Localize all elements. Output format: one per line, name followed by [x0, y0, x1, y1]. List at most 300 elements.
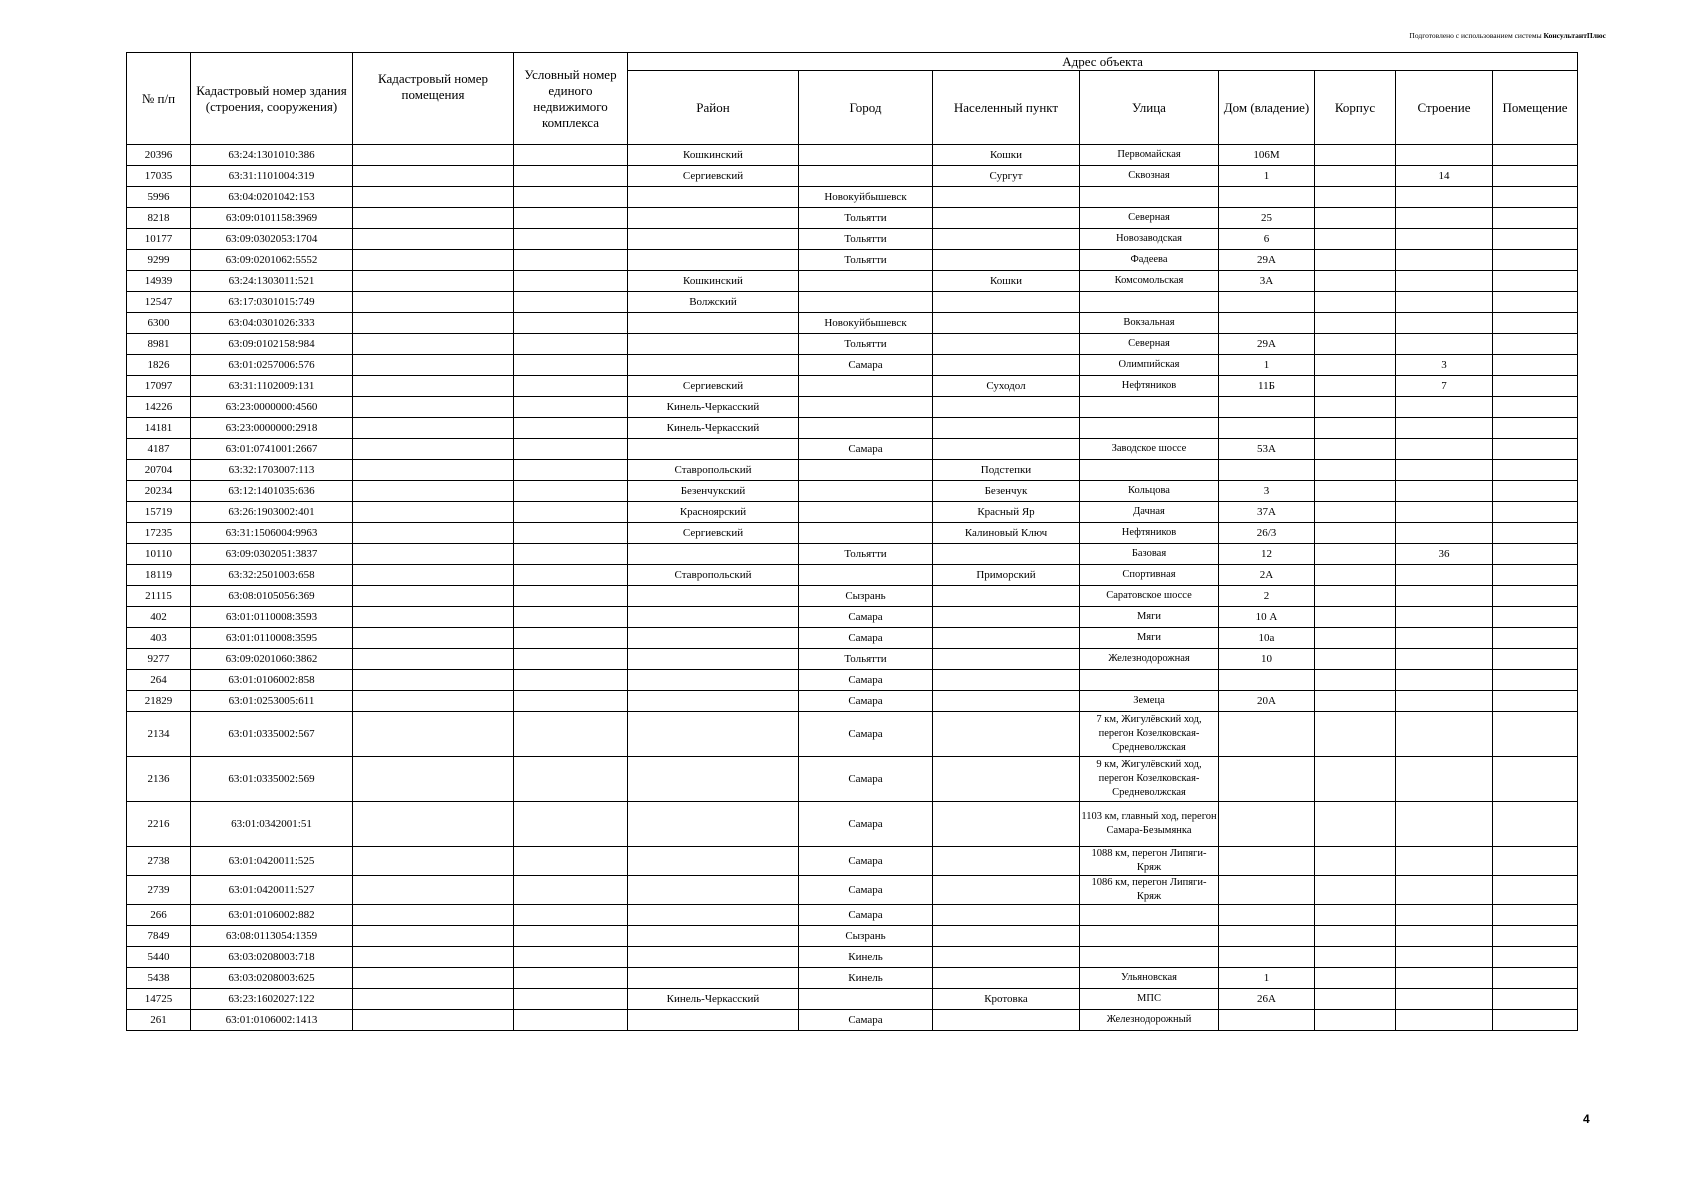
header-note	[1409, 31, 1606, 40]
table-row	[127, 712, 1578, 757]
complex-number-cell	[514, 1010, 628, 1031]
district-cell	[628, 187, 799, 208]
city-cell: Самара	[799, 607, 933, 628]
city-cell	[799, 292, 933, 313]
city-cell: Самара	[799, 757, 933, 802]
locality-cell: Сургут	[933, 166, 1080, 187]
row-number-cell: 2738	[127, 847, 191, 876]
korpus-cell	[1315, 1010, 1396, 1031]
street-cell: Олимпийская	[1080, 355, 1219, 376]
pomeshchenie-cell	[1493, 691, 1578, 712]
stroenie-cell	[1396, 313, 1493, 334]
row-number-cell: 2136	[127, 757, 191, 802]
house-cell: 1	[1219, 968, 1315, 989]
stroenie-cell	[1396, 989, 1493, 1010]
pomeshchenie-cell	[1493, 968, 1578, 989]
pomeshchenie-cell	[1493, 649, 1578, 670]
street-cell	[1080, 947, 1219, 968]
city-cell: Тольятти	[799, 250, 933, 271]
locality-cell	[933, 712, 1080, 757]
district-cell: Кошкинский	[628, 271, 799, 292]
locality-cell	[933, 397, 1080, 418]
room-cadastral-number-cell	[353, 876, 514, 905]
room-cadastral-number-cell	[353, 250, 514, 271]
stroenie-cell	[1396, 968, 1493, 989]
stroenie-cell	[1396, 460, 1493, 481]
korpus-cell	[1315, 481, 1396, 502]
pomeshchenie-cell	[1493, 544, 1578, 565]
locality-cell	[933, 649, 1080, 670]
korpus-cell	[1315, 989, 1396, 1010]
district-cell: Сергиевский	[628, 523, 799, 544]
pomeshchenie-cell	[1493, 757, 1578, 802]
cadastral-table	[126, 52, 1578, 1031]
pomeshchenie-cell	[1493, 628, 1578, 649]
street-cell: Кольцова	[1080, 481, 1219, 502]
building-cadastral-number-cell: 63:01:0253005:611	[191, 691, 353, 712]
district-cell: Сергиевский	[628, 376, 799, 397]
room-cadastral-number-cell	[353, 947, 514, 968]
house-cell: 3	[1219, 481, 1315, 502]
locality-cell: Безенчук	[933, 481, 1080, 502]
locality-cell	[933, 876, 1080, 905]
building-cadastral-number-cell: 63:04:0201042:153	[191, 187, 353, 208]
stroenie-cell	[1396, 847, 1493, 876]
table-row	[127, 1010, 1578, 1031]
korpus-cell	[1315, 250, 1396, 271]
complex-number-cell	[514, 670, 628, 691]
room-cadastral-number-cell	[353, 989, 514, 1010]
table-row	[127, 187, 1578, 208]
korpus-cell	[1315, 334, 1396, 355]
pomeshchenie-cell	[1493, 313, 1578, 334]
complex-number-cell	[514, 847, 628, 876]
row-number-cell: 20234	[127, 481, 191, 502]
building-cadastral-number-cell: 63:01:0106002:1413	[191, 1010, 353, 1031]
district-cell	[628, 628, 799, 649]
room-cadastral-number-cell	[353, 968, 514, 989]
street-cell: Железнодорожный	[1080, 1010, 1219, 1031]
house-cell: 29А	[1219, 334, 1315, 355]
stroenie-cell	[1396, 628, 1493, 649]
table-row	[127, 271, 1578, 292]
street-cell: Дачная	[1080, 502, 1219, 523]
building-cadastral-number-cell: 63:01:0106002:858	[191, 670, 353, 691]
house-cell	[1219, 418, 1315, 439]
street-cell: МПС	[1080, 989, 1219, 1010]
city-cell: Кинель	[799, 968, 933, 989]
street-cell: Фадеева	[1080, 250, 1219, 271]
street-cell: 9 км, Жигулёвский ход, перегон Козелковская-Средневолжская	[1080, 757, 1219, 802]
locality-cell	[933, 544, 1080, 565]
table-row	[127, 802, 1578, 847]
pomeshchenie-cell	[1493, 439, 1578, 460]
korpus-cell	[1315, 439, 1396, 460]
street-cell: Саратовское шоссе	[1080, 586, 1219, 607]
street-cell: Железнодорожная	[1080, 649, 1219, 670]
city-cell	[799, 565, 933, 586]
stroenie-cell	[1396, 334, 1493, 355]
street-cell: Спортивная	[1080, 565, 1219, 586]
complex-number-cell	[514, 947, 628, 968]
col-header-room: Кадастровый номер помещения	[353, 53, 514, 145]
building-cadastral-number-cell: 63:24:1301010:386	[191, 145, 353, 166]
korpus-cell	[1315, 947, 1396, 968]
locality-cell	[933, 691, 1080, 712]
stroenie-cell	[1396, 607, 1493, 628]
building-cadastral-number-cell: 63:24:1303011:521	[191, 271, 353, 292]
room-cadastral-number-cell	[353, 691, 514, 712]
city-cell	[799, 166, 933, 187]
city-cell	[799, 145, 933, 166]
building-cadastral-number-cell: 63:01:0335002:569	[191, 757, 353, 802]
room-cadastral-number-cell	[353, 208, 514, 229]
pomeshchenie-cell	[1493, 607, 1578, 628]
complex-number-cell	[514, 145, 628, 166]
city-cell: Сызрань	[799, 926, 933, 947]
row-number-cell: 8218	[127, 208, 191, 229]
building-cadastral-number-cell: 63:09:0101158:3969	[191, 208, 353, 229]
street-cell	[1080, 397, 1219, 418]
city-cell: Новокуйбышевск	[799, 313, 933, 334]
street-cell: Базовая	[1080, 544, 1219, 565]
row-number-cell: 9299	[127, 250, 191, 271]
korpus-cell	[1315, 802, 1396, 847]
complex-number-cell	[514, 292, 628, 313]
room-cadastral-number-cell	[353, 502, 514, 523]
street-cell	[1080, 905, 1219, 926]
city-cell: Кинель	[799, 947, 933, 968]
house-cell: 12	[1219, 544, 1315, 565]
row-number-cell: 21115	[127, 586, 191, 607]
room-cadastral-number-cell	[353, 418, 514, 439]
table-row	[127, 586, 1578, 607]
city-cell	[799, 418, 933, 439]
row-number-cell: 266	[127, 905, 191, 926]
house-cell	[1219, 876, 1315, 905]
locality-cell: Калиновый Ключ	[933, 523, 1080, 544]
city-cell: Самара	[799, 628, 933, 649]
pomeshchenie-cell	[1493, 376, 1578, 397]
room-cadastral-number-cell	[353, 271, 514, 292]
building-cadastral-number-cell: 63:12:1401035:636	[191, 481, 353, 502]
room-cadastral-number-cell	[353, 166, 514, 187]
district-cell	[628, 968, 799, 989]
header-note-prefix: Подготовлено с использованием системы	[1409, 31, 1542, 40]
building-cadastral-number-cell: 63:01:0420011:527	[191, 876, 353, 905]
room-cadastral-number-cell	[353, 145, 514, 166]
locality-cell	[933, 418, 1080, 439]
stroenie-cell	[1396, 802, 1493, 847]
korpus-cell	[1315, 905, 1396, 926]
house-cell	[1219, 460, 1315, 481]
korpus-cell	[1315, 607, 1396, 628]
street-cell	[1080, 187, 1219, 208]
stroenie-cell	[1396, 481, 1493, 502]
district-cell	[628, 208, 799, 229]
stroenie-cell	[1396, 926, 1493, 947]
pomeshchenie-cell	[1493, 460, 1578, 481]
table-row	[127, 989, 1578, 1010]
street-cell: 1103 км, главный ход, перегон Самара-Безымянка	[1080, 802, 1219, 847]
table-row	[127, 334, 1578, 355]
locality-cell	[933, 968, 1080, 989]
pomeshchenie-cell	[1493, 355, 1578, 376]
building-cadastral-number-cell: 63:08:0113054:1359	[191, 926, 353, 947]
col-header-building: Кадастровый номер здания (строения, сооружения)	[191, 53, 353, 145]
street-cell	[1080, 418, 1219, 439]
district-cell	[628, 926, 799, 947]
locality-cell	[933, 313, 1080, 334]
row-number-cell: 17097	[127, 376, 191, 397]
locality-cell	[933, 334, 1080, 355]
pomeshchenie-cell	[1493, 926, 1578, 947]
street-cell: Ульяновская	[1080, 968, 1219, 989]
district-cell	[628, 802, 799, 847]
complex-number-cell	[514, 523, 628, 544]
room-cadastral-number-cell	[353, 1010, 514, 1031]
pomeshchenie-cell	[1493, 905, 1578, 926]
korpus-cell	[1315, 876, 1396, 905]
complex-number-cell	[514, 250, 628, 271]
street-cell: Новозаводская	[1080, 229, 1219, 250]
locality-cell	[933, 586, 1080, 607]
stroenie-cell	[1396, 208, 1493, 229]
col-header-street: Улица	[1080, 71, 1219, 145]
building-cadastral-number-cell: 63:09:0201060:3862	[191, 649, 353, 670]
building-cadastral-number-cell: 63:03:0208003:718	[191, 947, 353, 968]
korpus-cell	[1315, 145, 1396, 166]
complex-number-cell	[514, 968, 628, 989]
table-row	[127, 481, 1578, 502]
district-cell	[628, 1010, 799, 1031]
complex-number-cell	[514, 376, 628, 397]
complex-number-cell	[514, 802, 628, 847]
street-cell: Заводское шоссе	[1080, 439, 1219, 460]
complex-number-cell	[514, 271, 628, 292]
room-cadastral-number-cell	[353, 628, 514, 649]
room-cadastral-number-cell	[353, 847, 514, 876]
locality-cell	[933, 802, 1080, 847]
street-cell: Нефтяников	[1080, 523, 1219, 544]
stroenie-cell	[1396, 691, 1493, 712]
korpus-cell	[1315, 292, 1396, 313]
korpus-cell	[1315, 649, 1396, 670]
row-number-cell: 10110	[127, 544, 191, 565]
row-number-cell: 261	[127, 1010, 191, 1031]
stroenie-cell	[1396, 439, 1493, 460]
stroenie-cell	[1396, 523, 1493, 544]
building-cadastral-number-cell: 63:26:1903002:401	[191, 502, 353, 523]
street-cell: Земеца	[1080, 691, 1219, 712]
house-cell	[1219, 802, 1315, 847]
district-cell: Кинель-Черкасский	[628, 989, 799, 1010]
street-cell: Сквозная	[1080, 166, 1219, 187]
house-cell	[1219, 757, 1315, 802]
stroenie-cell	[1396, 757, 1493, 802]
pomeshchenie-cell	[1493, 947, 1578, 968]
table-row	[127, 905, 1578, 926]
pomeshchenie-cell	[1493, 586, 1578, 607]
korpus-cell	[1315, 565, 1396, 586]
row-number-cell: 14181	[127, 418, 191, 439]
room-cadastral-number-cell	[353, 355, 514, 376]
korpus-cell	[1315, 355, 1396, 376]
pomeshchenie-cell	[1493, 481, 1578, 502]
locality-cell: Кошки	[933, 145, 1080, 166]
col-header-num: № п/п	[127, 53, 191, 145]
korpus-cell	[1315, 670, 1396, 691]
building-cadastral-number-cell: 63:01:0110008:3595	[191, 628, 353, 649]
district-cell	[628, 586, 799, 607]
locality-cell	[933, 926, 1080, 947]
pomeshchenie-cell	[1493, 802, 1578, 847]
district-cell	[628, 649, 799, 670]
house-cell: 20А	[1219, 691, 1315, 712]
city-cell: Тольятти	[799, 229, 933, 250]
locality-cell	[933, 628, 1080, 649]
city-cell	[799, 460, 933, 481]
locality-cell	[933, 187, 1080, 208]
korpus-cell	[1315, 544, 1396, 565]
stroenie-cell	[1396, 397, 1493, 418]
room-cadastral-number-cell	[353, 926, 514, 947]
complex-number-cell	[514, 712, 628, 757]
building-cadastral-number-cell: 63:31:1102009:131	[191, 376, 353, 397]
table-row	[127, 876, 1578, 905]
locality-cell: Подстепки	[933, 460, 1080, 481]
district-cell	[628, 670, 799, 691]
city-cell	[799, 271, 933, 292]
district-cell: Кошкинский	[628, 145, 799, 166]
table-row	[127, 607, 1578, 628]
locality-cell	[933, 229, 1080, 250]
house-cell	[1219, 1010, 1315, 1031]
pomeshchenie-cell	[1493, 187, 1578, 208]
house-cell: 6	[1219, 229, 1315, 250]
complex-number-cell	[514, 649, 628, 670]
district-cell	[628, 544, 799, 565]
complex-number-cell	[514, 565, 628, 586]
table-row	[127, 565, 1578, 586]
table-row	[127, 250, 1578, 271]
row-number-cell: 2739	[127, 876, 191, 905]
stroenie-cell	[1396, 712, 1493, 757]
city-cell	[799, 523, 933, 544]
building-cadastral-number-cell: 63:03:0208003:625	[191, 968, 353, 989]
house-cell: 10 А	[1219, 607, 1315, 628]
district-cell: Сергиевский	[628, 166, 799, 187]
city-cell: Самара	[799, 691, 933, 712]
building-cadastral-number-cell: 63:31:1506004:9963	[191, 523, 353, 544]
stroenie-cell	[1396, 565, 1493, 586]
city-cell	[799, 376, 933, 397]
row-number-cell: 14725	[127, 989, 191, 1010]
house-cell: 2А	[1219, 565, 1315, 586]
pomeshchenie-cell	[1493, 208, 1578, 229]
house-cell	[1219, 847, 1315, 876]
room-cadastral-number-cell	[353, 802, 514, 847]
district-cell: Красноярский	[628, 502, 799, 523]
complex-number-cell	[514, 481, 628, 502]
district-cell: Ставропольский	[628, 565, 799, 586]
city-cell: Самара	[799, 876, 933, 905]
row-number-cell: 8981	[127, 334, 191, 355]
stroenie-cell	[1396, 229, 1493, 250]
table-row	[127, 166, 1578, 187]
locality-cell	[933, 439, 1080, 460]
table-row	[127, 670, 1578, 691]
korpus-cell	[1315, 187, 1396, 208]
district-cell	[628, 355, 799, 376]
building-cadastral-number-cell: 63:09:0302051:3837	[191, 544, 353, 565]
district-cell	[628, 334, 799, 355]
room-cadastral-number-cell	[353, 523, 514, 544]
table-row	[127, 208, 1578, 229]
stroenie-cell	[1396, 418, 1493, 439]
col-header-korpus: Корпус	[1315, 71, 1396, 145]
complex-number-cell	[514, 187, 628, 208]
district-cell: Волжский	[628, 292, 799, 313]
stroenie-cell	[1396, 649, 1493, 670]
korpus-cell	[1315, 397, 1396, 418]
room-cadastral-number-cell	[353, 439, 514, 460]
korpus-cell	[1315, 628, 1396, 649]
house-cell	[1219, 926, 1315, 947]
street-cell	[1080, 670, 1219, 691]
korpus-cell	[1315, 418, 1396, 439]
stroenie-cell	[1396, 250, 1493, 271]
locality-cell	[933, 947, 1080, 968]
room-cadastral-number-cell	[353, 544, 514, 565]
district-cell	[628, 712, 799, 757]
building-cadastral-number-cell: 63:01:0257006:576	[191, 355, 353, 376]
table-row	[127, 649, 1578, 670]
stroenie-cell	[1396, 876, 1493, 905]
district-cell: Ставропольский	[628, 460, 799, 481]
room-cadastral-number-cell	[353, 649, 514, 670]
house-cell: 37А	[1219, 502, 1315, 523]
city-cell: Тольятти	[799, 334, 933, 355]
building-cadastral-number-cell: 63:08:0105056:369	[191, 586, 353, 607]
stroenie-cell: 36	[1396, 544, 1493, 565]
district-cell	[628, 757, 799, 802]
header-note-brand: КонсультантПлюс	[1543, 31, 1606, 40]
room-cadastral-number-cell	[353, 313, 514, 334]
district-cell	[628, 691, 799, 712]
street-cell: 1086 км, перегон Липяги-Кряж	[1080, 876, 1219, 905]
korpus-cell	[1315, 229, 1396, 250]
complex-number-cell	[514, 208, 628, 229]
house-cell: 1	[1219, 355, 1315, 376]
street-cell: Комсомольская	[1080, 271, 1219, 292]
city-cell: Самара	[799, 802, 933, 847]
building-cadastral-number-cell: 63:31:1101004:319	[191, 166, 353, 187]
stroenie-cell	[1396, 1010, 1493, 1031]
complex-number-cell	[514, 397, 628, 418]
house-cell	[1219, 712, 1315, 757]
district-cell	[628, 250, 799, 271]
korpus-cell	[1315, 847, 1396, 876]
row-number-cell: 5440	[127, 947, 191, 968]
city-cell: Самара	[799, 905, 933, 926]
city-cell: Новокуйбышевск	[799, 187, 933, 208]
street-cell: Мяги	[1080, 628, 1219, 649]
table-row	[127, 376, 1578, 397]
room-cadastral-number-cell	[353, 334, 514, 355]
complex-number-cell	[514, 691, 628, 712]
stroenie-cell: 3	[1396, 355, 1493, 376]
